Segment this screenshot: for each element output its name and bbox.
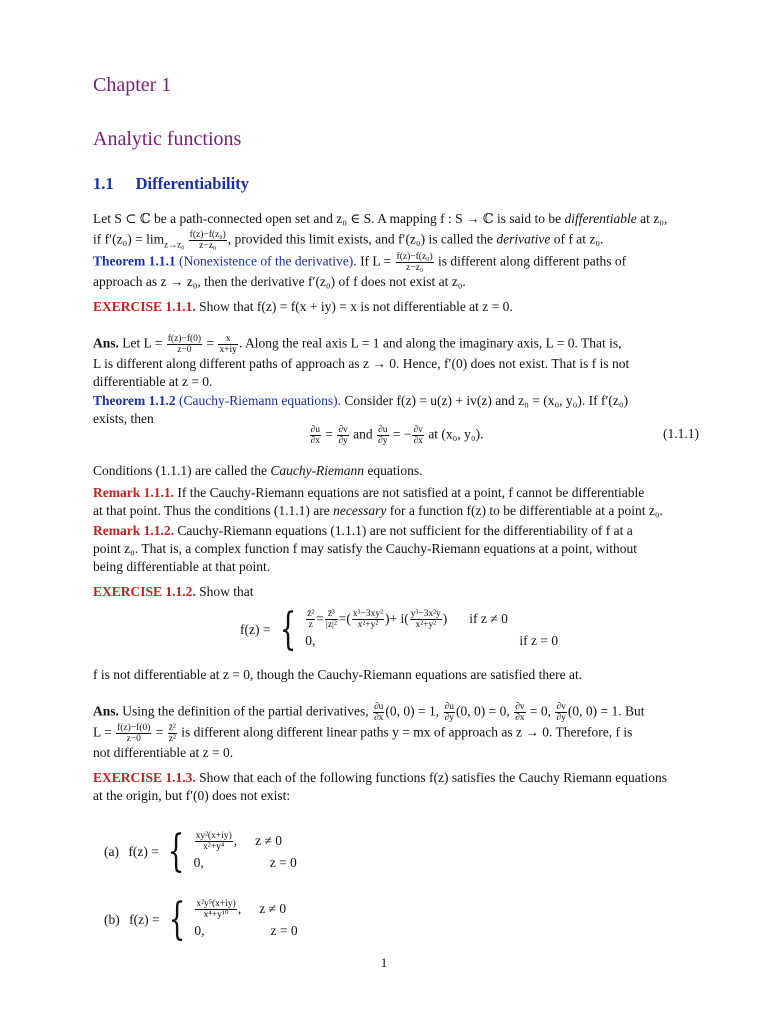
answer-text: Using the definition of the partial derivatives, <box>118 703 372 719</box>
exercise-label: EXERCISE 1.1.1. <box>93 299 196 314</box>
fraction: $\frac{\partial u}{\partial x}$ <box>310 425 320 446</box>
remark-text: being differentiable at that point. <box>93 559 271 574</box>
fraction: $\frac{\partial u}{\partial y}$ <box>378 425 388 446</box>
theorem-label: Theorem 1.1.1 <box>93 253 176 269</box>
part-a <box>104 826 297 877</box>
answer-text: differentiable at z = 0. <box>93 374 213 389</box>
paragraph-emphasis: Cauchy-Riemann <box>270 463 365 478</box>
theorem-name: (Cauchy-Riemann equations). <box>179 393 341 408</box>
fraction: $\frac{f(z)-f(0)}{z-0}$ <box>167 334 202 355</box>
intro-text: at z₀, <box>636 211 668 226</box>
remark-emphasis: necessary <box>333 503 387 518</box>
part-label: (a) <box>104 844 119 859</box>
intro-paragraph <box>93 210 699 253</box>
cases: $\frac{\text{xy²(x+iy)}}{\text{x²+y⁴}}$ , z ≠ 0 0, z = 0 <box>193 830 297 870</box>
theorem-label: Theorem 1.1.2 <box>93 393 176 408</box>
conditions-paragraph <box>93 462 699 480</box>
remark-text: point z₀. That is, a complex function f may satisfy the Cauchy-Riemann equations at a point, without <box>93 541 637 556</box>
left-brace: { <box>168 894 186 945</box>
theorem-text: exists, then <box>93 411 154 426</box>
answer-text: is different along different linear paths y = mx of approach as z → 0. Therefore, f is <box>177 724 633 740</box>
function-lhs: f(z) = <box>240 622 271 637</box>
answer-text: L = <box>93 724 116 740</box>
paragraph-text: equations. <box>364 463 423 478</box>
fraction: $\frac{\partial v}{\partial x}$ <box>413 425 423 446</box>
cases: $\frac{\text{x²y⁵(x+iy)}}{\text{x⁴+y¹⁰}}$ , z ≠ 0 0, z = 0 <box>194 898 298 938</box>
fraction: $\frac{\partial v}{\partial y}$ <box>338 425 348 446</box>
section-title: Differentiability <box>135 174 249 193</box>
chapter-heading: Chapter 1 <box>93 74 172 96</box>
cauchy-riemann-equation: $\frac{\partial u}{\partial x}$ = $\frac{\partial v}{\partial y}$ and $\frac{\partial u}{\partial y}$ = − $\frac{\partial v}{\partial x}$ at (x₀, y₀). (1.1.1) <box>310 425 699 446</box>
remark-text: at that point. Thus the conditions (1.1.1) are <box>93 503 334 518</box>
equation-text: and <box>353 426 373 442</box>
theorem-text: Consider f(z) = u(z) + iv(z) and z₀ = (x₀, y₀). If f′(z₀) <box>340 393 629 408</box>
remark-label: Remark 1.1.1. <box>93 485 174 500</box>
intro-emphasis: differentiable <box>564 211 637 226</box>
remark-1-1-2 <box>93 522 699 576</box>
remark-text: Cauchy-Riemann equations (1.1.1) are not sufficient for the differentiability of f at a <box>174 523 633 538</box>
part-label: (b) <box>104 912 120 927</box>
answer-text: L is different along different paths of approach as z → 0. Hence, f′(0) does not exist. That is f is not <box>93 356 630 371</box>
intro-text: , provided this limit exists, and f′(z₀) is called the <box>227 231 497 247</box>
intro-text: of f at z₀. <box>550 231 604 247</box>
chapter-title: Analytic functions <box>93 128 242 150</box>
intro-emphasis: derivative <box>496 231 551 247</box>
remark-text: for a function f(z) to be differentiable at a point z₀. <box>386 503 663 518</box>
answer-text: Let L = <box>118 335 166 351</box>
theorem-text: approach as z → z₀, then the derivative f′(z₀) of f does not exist at z₀. <box>93 274 466 289</box>
fraction: $\frac{\text{f(z)−f(z₀)}}{\text{z−z₀}}$ <box>396 252 433 273</box>
function-lhs: f(z) = <box>129 912 160 927</box>
answer-label: Ans. <box>93 335 119 351</box>
fraction: $\frac{\text{f(z)−f(z₀)}}{\text{z−z₀}}$ <box>189 230 226 251</box>
theorem-1-1-1 <box>93 252 699 291</box>
exercise-1-1-3 <box>93 769 699 805</box>
equation-number: (1.1.1) <box>663 426 699 441</box>
page-number: 1 <box>380 955 388 970</box>
answer-1 <box>93 334 699 391</box>
limit-subscript: z→z₀ <box>164 239 185 250</box>
intro-text: if f′(z₀) = lim <box>93 231 165 247</box>
exercise-label: EXERCISE 1.1.3. <box>93 770 196 785</box>
exercise-text: Show that <box>199 584 254 599</box>
paragraph-text: Conditions (1.1.1) are called the <box>93 463 271 478</box>
exercise-2-tail: f is not differentiable at z = 0, though the Cauchy-Riemann equations are satisfied there at. <box>93 667 583 682</box>
remark-label: Remark 1.1.2. <box>93 523 174 538</box>
part-b <box>104 894 298 945</box>
theorem-1-1-2 <box>93 392 699 428</box>
section-number: 1.1 <box>93 174 114 193</box>
exercise-1-1-1 <box>93 298 699 316</box>
section-heading <box>93 175 249 193</box>
intro-text: Let S ⊂ ℂ be a path-connected open set and z₀ ∈ S. A mapping f : S → ℂ is said to be <box>93 211 565 226</box>
theorem-text: If L = <box>356 253 395 269</box>
cases: $\frac{\text{z̄²}}{z}$ = $\frac{\text{z̄³}}{\text{|z|²}}$ = ( $\frac{\text{x³−3xy²}}{\text{x²+y²}}$ ) + i ( $\frac{\text{y³−3x²y}}{\text{x²+y²}}$ ) if z ≠ 0 0, if z = 0 <box>305 608 559 648</box>
remark-1-1-1 <box>93 484 699 520</box>
exercise-text: Show that f(z) = f(x + iy) = x is not differentiable at z = 0. <box>199 299 513 314</box>
answer-2: Ans. Using the definition of the partial derivatives, $\frac{\partial u}{\partial x}$ (0, 0) = 1, $\frac{\partial u}{\partial y}$ (0, 0) = 0, $\frac{\partial v}{\partial x}$ = 0, $\frac{\partial v}{\partial y}$ (0, 0) = 1. But L = $\frac{f(z)-f(0)}{z-0}$ = $\frac{\text{z̄²}}{\text{z²}}$ is different along different linear paths y = mx of approach as z → 0. Therefore, f is not differentiable at z = 0. <box>93 702 699 762</box>
exercise-1-1-2 <box>93 583 699 601</box>
left-brace: { <box>167 826 185 877</box>
answer-label: Ans. <box>93 703 119 719</box>
fraction: $\frac{x}{x+iy}$ <box>219 334 237 355</box>
piecewise-function <box>240 604 559 655</box>
answer-text: . Along the real axis L = 1 and along the imaginary axis, L = 0. That is, <box>238 335 622 351</box>
exercise-text: at the origin, but f′(0) does not exist: <box>93 788 291 803</box>
theorem-text: is different along different paths of <box>434 253 627 269</box>
exercise-label: EXERCISE 1.1.2. <box>93 584 196 599</box>
exercise-text: Show that each of the following functions f(z) satisfies the Cauchy Riemann equations <box>195 770 668 785</box>
equation-text: at (x₀, y₀). <box>428 426 484 442</box>
theorem-name: (Nonexistence of the derivative). <box>179 253 357 269</box>
remark-text: If the Cauchy-Riemann equations are not satisfied at a point, f cannot be differentiable <box>174 485 645 500</box>
answer-text: not differentiable at z = 0. <box>93 745 234 760</box>
left-brace: { <box>279 604 297 655</box>
answer-text: = <box>203 335 218 351</box>
function-lhs: f(z) = <box>128 844 159 859</box>
